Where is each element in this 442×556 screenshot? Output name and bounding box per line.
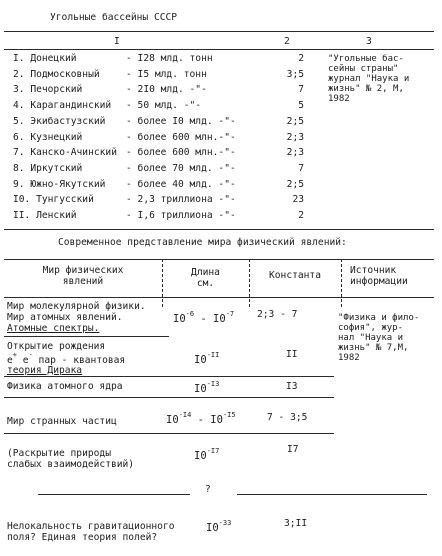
physics-divider-3 [341, 259, 342, 307]
physics-row-2-length: $I0^{-II}$ [194, 351, 220, 366]
coal-row-value: 2;3 [286, 147, 304, 158]
physics-row-1-world: Мир молекулярной физики. Мир атомных явлений. [7, 301, 146, 323]
coal-row-amount: - более I0 млд. -"- [126, 116, 236, 127]
coal-row-value: 5 [298, 100, 304, 111]
physics-header-source: Источник информации [350, 265, 408, 287]
physics-header-length: Длина см. [191, 267, 220, 289]
physics-row-3-length: $I0^{-I3}$ [194, 380, 220, 395]
physics-row-1-constant: 2;3 - 7 [257, 309, 298, 320]
coal-row-amount: - I28 млд. тонн [126, 53, 213, 64]
coal-row-name: I. Донецкий [13, 53, 77, 64]
physics-source: "Физика и фило- софия", жур- нал "Наука и жизнь" № 7,М, 1982 [338, 313, 420, 364]
coal-row-value: 23 [292, 194, 304, 205]
physics-row-1-rule [4, 336, 169, 337]
coal-row-name: I0. Тунгусский [13, 194, 94, 205]
physics-row-2-pair: e+ e- пар - квантовая [7, 351, 126, 366]
physics-row-1-world-underlined: Атомные спектры. [7, 323, 100, 334]
physics-row-5-length: $I0^{-I7}$ [194, 447, 220, 462]
coal-col3-header: 3 [366, 36, 372, 47]
physics-row-4-length: $I0^{-I4} - I0^{-I5}$ [166, 411, 236, 426]
coal-row-amount: - I,6 триллиона -"- [126, 210, 236, 221]
coal-col2-header: 2 [284, 36, 290, 47]
coal-row-amount: - 2I0 млд. -"- [126, 84, 207, 95]
physics-row-2-world-underlined: теория Дирака [7, 365, 83, 376]
physics-row-3-constant: I3 [286, 381, 298, 392]
physics-row-2-rule [4, 376, 334, 377]
coal-row-value: 2 [298, 53, 304, 64]
physics-row-2-constant: II [286, 349, 298, 360]
coal-source: "Угольные бас- сейны страны" журнал "Наука и жизнь" № 2, М, 1982 [328, 54, 410, 105]
physics-row-7-world: Нелокальность гравитационного поля? Единая теория полей? [7, 521, 175, 543]
coal-title: Угольные бассейны СССР [50, 12, 178, 23]
coal-row-amount: - более 70 млд. -"- [126, 163, 236, 174]
coal-row-name: II. Ленский [13, 210, 77, 221]
physics-title: Современное представление мира физический явлений: [58, 237, 347, 248]
physics-row-5-world: (Раскрытие природы слабых взаимодействий) [7, 448, 135, 470]
physics-row-2-world: Открытие рождения [7, 341, 106, 352]
physics-row-3-rule [4, 397, 334, 398]
physics-header-constant: Константа [269, 270, 321, 281]
coal-bottom-rule [4, 229, 434, 230]
coal-top-rule [4, 31, 434, 32]
coal-row-amount: - более 600 млн.-"- [126, 132, 236, 143]
physics-row-4-constant: 7 - 3;5 [267, 412, 308, 423]
coal-row-amount: - более 40 млд. -"- [126, 179, 236, 190]
coal-row-value: 2;5 [286, 116, 304, 127]
coal-row-value: 3;5 [286, 69, 304, 80]
physics-row-4-rule [4, 433, 334, 434]
coal-row-value: 2;5 [286, 179, 304, 190]
coal-row-name: 5. Экибастузский [13, 116, 106, 127]
physics-row-5-constant: I7 [287, 444, 299, 455]
physics-row-4-world: Мир странных частиц [7, 416, 117, 427]
coal-row-name: 4. Карагандинский [13, 100, 112, 111]
question-line-right [237, 494, 427, 495]
coal-row-amount: - более 600 млн.-"- [126, 147, 236, 158]
coal-row-name: 2. Подмосковный [13, 69, 100, 80]
coal-header-rule [4, 49, 434, 50]
coal-row-value: 2 [298, 210, 304, 221]
coal-row-amount: - I5 млд. тонн [126, 69, 207, 80]
coal-row-name: 9. Южно-Якутский [13, 179, 106, 190]
coal-row-value: 7 [298, 84, 304, 95]
physics-header-world: Мир физических явлений [42, 265, 124, 287]
physics-row-7-length: $I0^{-33}$ [206, 519, 232, 534]
physics-row-3-world: Физика атомного ядра [7, 381, 123, 392]
physics-header-rule [4, 297, 434, 298]
coal-row-value: 7 [298, 163, 304, 174]
physics-row-1-length: $I0^{-6} - I0^{-7}$ [173, 310, 235, 325]
coal-row-name: 7. Канско-Ачинский [13, 147, 117, 158]
coal-row-amount: - 50 млд. -"- [126, 100, 202, 111]
coal-row-name: 3. Печорский [13, 84, 83, 95]
physics-row-7-constant: 3;II [284, 518, 308, 529]
coal-row-name: 6. Кузнецкий [13, 132, 83, 143]
coal-col1-header: I [114, 36, 120, 47]
coal-row-amount: - 2,3 триллиона -"- [126, 194, 236, 205]
physics-top-rule [4, 259, 434, 260]
physics-divider-2 [249, 259, 250, 307]
coal-row-name: 8. Иркутский [13, 163, 83, 174]
question-mark: ? [205, 484, 211, 495]
question-line-left [38, 494, 190, 495]
coal-row-value: 2;3 [286, 132, 304, 143]
